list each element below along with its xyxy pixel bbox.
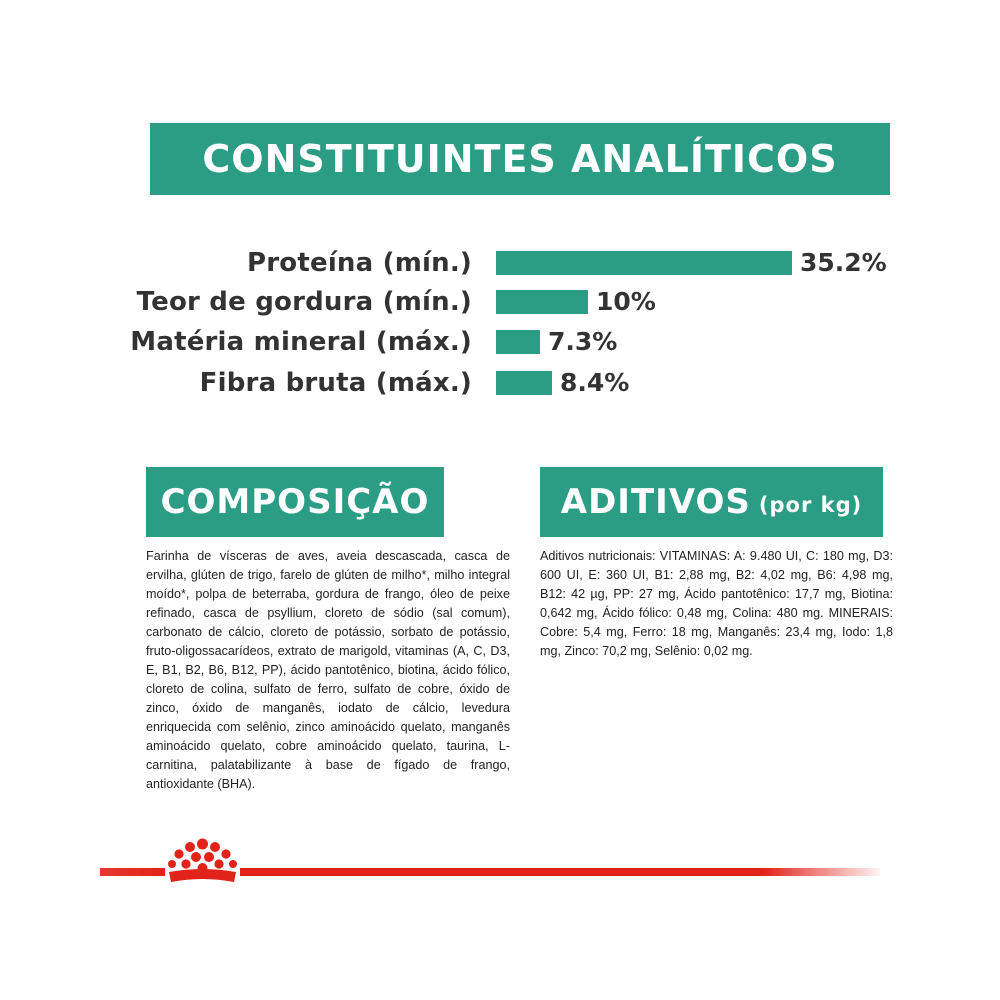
- analytic-bar: [496, 330, 540, 354]
- analytic-row-mineral: [0, 325, 1000, 359]
- analytic-row-value: 7.3%: [548, 327, 618, 356]
- additives-text: Aditivos nutricionais: VITAMINAS: A: 9.480 UI, C: 180 mg, D3: 600 UI, E: 360 UI, B1: 2,88 mg, B2: 4,02 mg, B6: 4,98 mg, B12: 42 µg, PP: 27 mg, Ácido pantotênico: 17,7 mg, Biotina: 0,642 mg, Ácido fólico: 0,48 mg, Colina: 480 mg. MINERAIS: Cobre: 5,4 mg, Ferro: 18 mg, Manganês: 23,4 mg, Iodo: 1,8 mg, Zinco: 70,2 mg, Selênio: 0,02 mg.: [540, 549, 893, 658]
- royal-canin-crown-icon: [165, 836, 240, 888]
- analytic-row-label: Teor de gordura (mín.): [136, 287, 472, 317]
- composition-text: Farinha de vísceras de aves, aveia descascada, casca de ervilha, glúten de trigo, farelo de glúten de milho*, milho integral moído*, polpa de beterraba, gordura de frango, óleo de peixe refinado, casca de psyllium, cloreto de sódio (sal comum), carbonato de cálcio, cloreto de potássio, sorbato de potássio, fruto-oligossacarídeos, extrato de marigold, vitaminas (A, C, D3, E, B1, B2, B6, B12, PP), ácido pantotênico, biotina, ácido fólico, cloreto de colina, sulfato de ferro, sulfato de cobre, óxido de zinco, óxido de manganês, iodato de cálcio, levedura enriquecida com selênio, zinco aminoácido quelato, manganês aminoácido quelato, cobre aminoácido quelato, taurina, L-carnitina, palatabilizante à base de fígado de frango, antioxidante (BHA).: [146, 549, 510, 791]
- analytic-row-label: Matéria mineral (máx.): [130, 327, 472, 357]
- additives-title-suffix: (por kg): [758, 493, 863, 517]
- analytic-row-protein: [0, 246, 1000, 280]
- analytic-bar: [496, 251, 792, 275]
- analytic-title-banner: [150, 123, 890, 195]
- analytic-row-label: Proteína (mín.): [247, 248, 472, 278]
- analytic-row-value: 10%: [596, 287, 656, 316]
- analytic-row-fat: [0, 285, 1000, 319]
- composition-title: COMPOSIÇÃO: [160, 482, 430, 522]
- analytic-row-fiber: [0, 366, 1000, 400]
- analytic-title: CONSTITUINTES ANALÍTICOS: [202, 137, 838, 181]
- additives-title: ADITIVOS: [560, 482, 751, 522]
- analytic-row-label: Fibra bruta (máx.): [199, 368, 472, 398]
- analytic-row-value: 8.4%: [560, 368, 630, 397]
- additives-title-banner: [540, 467, 883, 537]
- analytic-row-value: 35.2%: [800, 248, 887, 277]
- analytic-bar: [496, 290, 588, 314]
- composition-title-banner: [146, 467, 444, 537]
- analytic-bar: [496, 371, 552, 395]
